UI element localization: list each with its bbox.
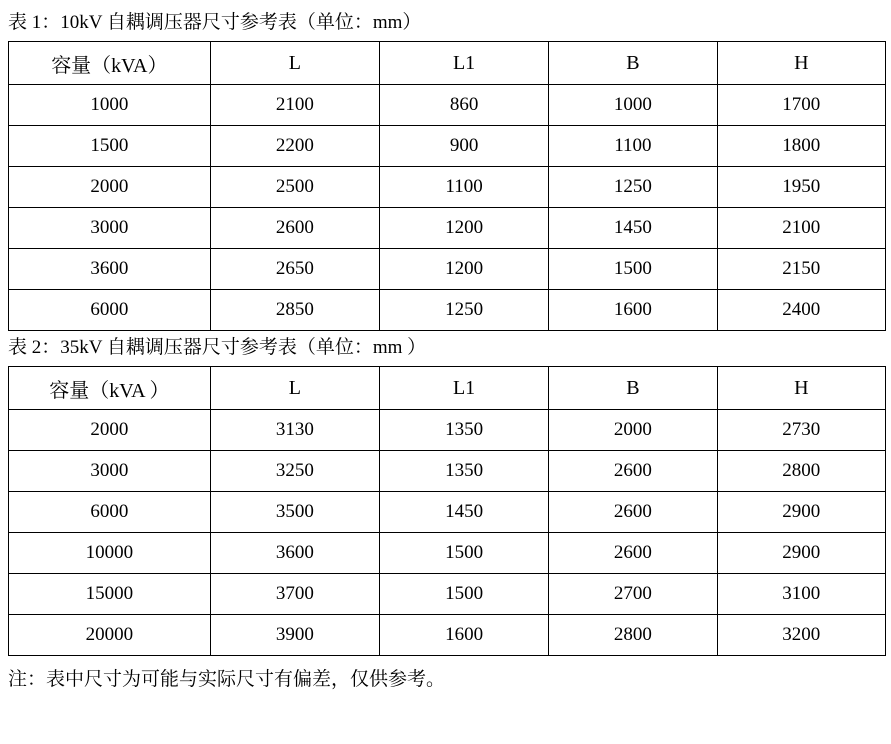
table-cell: 2730 [717, 410, 885, 451]
table-cell: 1600 [379, 615, 548, 656]
table-1-header-capacity: 容量（kVA） [9, 42, 211, 85]
table-cell: 2600 [549, 451, 717, 492]
table-cell: 6000 [9, 290, 211, 331]
table-1-header-l: L [210, 42, 379, 85]
table-cell: 2850 [210, 290, 379, 331]
table-cell: 2600 [549, 492, 717, 533]
table-cell: 1100 [549, 126, 717, 167]
table-cell: 3700 [210, 574, 379, 615]
table-1-header-row [9, 42, 886, 85]
table-2-header-row [9, 367, 886, 410]
table-row [9, 574, 886, 615]
table-cell: 3130 [210, 410, 379, 451]
table-1-header-l1: L1 [379, 42, 548, 85]
table-1-caption: 表 1：10kV 自耦调压器尺寸参考表（单位：mm） [8, 12, 422, 33]
table-row [9, 126, 886, 167]
table-row [9, 492, 886, 533]
table-row [9, 615, 886, 656]
table-cell: 1000 [549, 85, 717, 126]
table-cell: 2500 [210, 167, 379, 208]
table-cell: 3500 [210, 492, 379, 533]
table-row [9, 85, 886, 126]
table-cell: 2200 [210, 126, 379, 167]
table-cell: 1800 [717, 126, 885, 167]
table-cell: 3200 [717, 615, 885, 656]
table-cell: 2000 [9, 167, 211, 208]
table-cell: 1600 [549, 290, 717, 331]
table-1-header-h: H [717, 42, 885, 85]
table-cell: 900 [379, 126, 548, 167]
table-2-header-capacity: 容量（kVA ） [9, 367, 211, 410]
table-cell: 2000 [549, 410, 717, 451]
table-cell: 860 [379, 85, 548, 126]
table-cell: 3600 [210, 533, 379, 574]
table-2 [8, 366, 886, 656]
table-cell: 1500 [379, 533, 548, 574]
table-cell: 1450 [549, 208, 717, 249]
table-cell: 2900 [717, 492, 885, 533]
table-cell: 1450 [379, 492, 548, 533]
table-cell: 2600 [549, 533, 717, 574]
table-cell: 2100 [210, 85, 379, 126]
table-cell: 1500 [549, 249, 717, 290]
table-cell: 1500 [379, 574, 548, 615]
table-1-header-b: B [549, 42, 717, 85]
table-row [9, 249, 886, 290]
table-cell: 1000 [9, 85, 211, 126]
table-cell: 1250 [549, 167, 717, 208]
table-cell: 2700 [549, 574, 717, 615]
table-row [9, 208, 886, 249]
table-1 [8, 41, 886, 331]
table-cell: 3000 [9, 451, 211, 492]
table-cell: 3000 [9, 208, 211, 249]
table-cell: 1350 [379, 410, 548, 451]
table-cell: 2800 [549, 615, 717, 656]
table-cell: 1350 [379, 451, 548, 492]
table-cell: 1700 [717, 85, 885, 126]
table-cell: 3100 [717, 574, 885, 615]
table-cell: 1950 [717, 167, 885, 208]
table-cell: 3600 [9, 249, 211, 290]
table-cell: 2800 [717, 451, 885, 492]
table-cell: 1100 [379, 167, 548, 208]
table-cell: 1200 [379, 249, 548, 290]
table-cell: 2000 [9, 410, 211, 451]
table-2-header-l1: L1 [379, 367, 548, 410]
table-cell: 20000 [9, 615, 211, 656]
table-cell: 2400 [717, 290, 885, 331]
table-2-header-l: L [210, 367, 379, 410]
table-cell: 1200 [379, 208, 548, 249]
table-cell: 2150 [717, 249, 885, 290]
table-2-caption: 表 2：35kV 自耦调压器尺寸参考表（单位：mm ） [8, 337, 427, 358]
table-row [9, 410, 886, 451]
table-row [9, 533, 886, 574]
table-row [9, 451, 886, 492]
table-cell: 1500 [9, 126, 211, 167]
table-row [9, 290, 886, 331]
table-cell: 2100 [717, 208, 885, 249]
table-cell: 1250 [379, 290, 548, 331]
table-cell: 6000 [9, 492, 211, 533]
footnote: 注：表中尺寸为可能与实际尺寸有偏差，仅供参考。 [8, 669, 446, 690]
table-2-header-h: H [717, 367, 885, 410]
table-row [9, 167, 886, 208]
table-cell: 15000 [9, 574, 211, 615]
table-cell: 2650 [210, 249, 379, 290]
table-cell: 3250 [210, 451, 379, 492]
table-2-header-b: B [549, 367, 717, 410]
table-cell: 2600 [210, 208, 379, 249]
table-cell: 3900 [210, 615, 379, 656]
table-cell: 10000 [9, 533, 211, 574]
table-cell: 2900 [717, 533, 885, 574]
